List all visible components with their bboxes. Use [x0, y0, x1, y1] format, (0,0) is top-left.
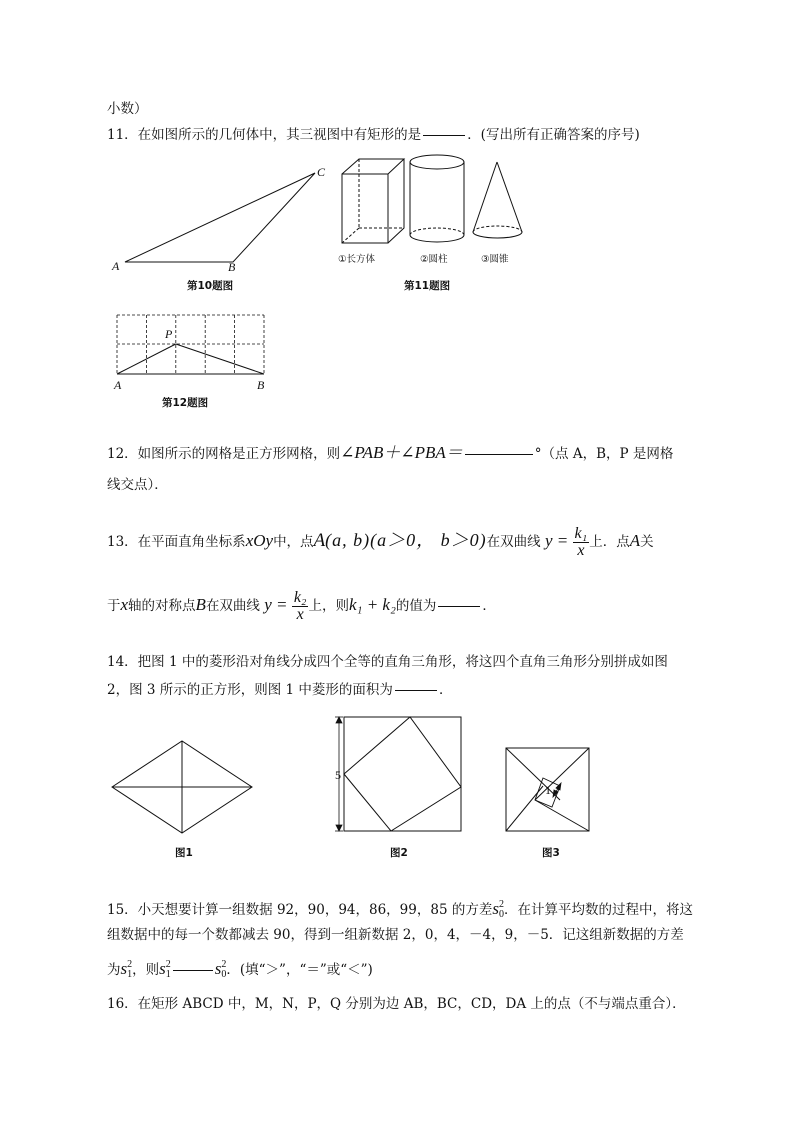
- q14-line-2a: 2，图 3 所示的正方形，则图 1 中菱形的面积为: [107, 682, 393, 698]
- fig14-dim-1: 1: [545, 783, 551, 797]
- fig10-label-c: C: [317, 165, 326, 179]
- s1-sup-2: 2: [165, 959, 171, 971]
- q13-text-h: 在双曲线: [205, 598, 260, 614]
- question-14-line-2: [107, 681, 452, 699]
- answer-blank-14[interactable]: [395, 690, 437, 691]
- figure-10-triangle: [110, 160, 330, 280]
- triangle-abc: [125, 173, 315, 262]
- q13-text-i: 上，则: [308, 598, 349, 614]
- fig12-label-a: A: [114, 378, 122, 392]
- question-15-line-1: [107, 897, 693, 922]
- answer-blank-13[interactable]: [438, 606, 480, 607]
- q16-text: 16．在矩形 ABCD 中，M，N，P，Q 分别为边 AB，BC，CD，DA 上的点（不与端点重合）．: [107, 996, 686, 1012]
- s0-sub: 0: [498, 909, 504, 921]
- cylinder-shape: [410, 155, 464, 242]
- answer-blank-12[interactable]: [465, 454, 533, 455]
- outer-square-2: [344, 717, 461, 831]
- fig11-item-1: ①长方体: [338, 254, 376, 265]
- variance-s1-again: [159, 959, 171, 981]
- fig14-caption-3: 图3: [542, 847, 560, 859]
- question-12: [107, 444, 673, 463]
- q13-point-coords: (a, b)(a＞0， b＞0): [325, 530, 487, 550]
- variance-s1: [120, 959, 133, 981]
- fn1-lhs: y =: [544, 531, 569, 550]
- figure-14-2-square: [330, 712, 470, 837]
- fig10-label-b: B: [228, 260, 236, 274]
- fn1-fraction: [573, 526, 590, 559]
- fig3-segment-1: [506, 748, 560, 800]
- fig14-caption-1: 图1: [175, 847, 193, 859]
- fig11-item-3: ③圆锥: [481, 254, 509, 265]
- fig11-item-2: ②圆柱: [420, 254, 448, 265]
- variance-s0-again: [214, 959, 227, 981]
- q13-text-a: 13．在平面直角坐标系: [107, 534, 246, 550]
- fig10-caption: 第10题图: [187, 280, 234, 292]
- q12-expression: ∠PAB＋∠PBA＝: [340, 443, 463, 462]
- figure-11-solids: [335, 150, 535, 250]
- q13-point-a-2: A: [629, 531, 641, 550]
- q13-text-c: 在双曲线: [486, 534, 541, 550]
- q14-line-2b: ．: [438, 682, 453, 698]
- question-13-line-1: [107, 525, 654, 559]
- answer-blank-11[interactable]: [423, 135, 465, 136]
- fig12-label-p: P: [165, 327, 173, 341]
- fn2-numerator: k₂: [293, 589, 307, 606]
- inner-tilted-square: [344, 717, 461, 831]
- q13-text-f: 于: [107, 598, 121, 614]
- triangle-pab: [117, 344, 264, 374]
- q13-text-j: 的值为: [395, 598, 437, 614]
- q13-text-e: 关: [640, 534, 654, 550]
- q14-line-1: 14．把图 1 中的菱形沿对角线分成四个全等的直角三角形，将这四个直角三角形分别拼成如图: [107, 654, 668, 670]
- q15-line-3a: 为: [107, 962, 121, 978]
- s1-sub-2: 1: [165, 969, 171, 981]
- figure-14-3-square: [503, 745, 603, 845]
- q12-text-a: 12．如图所示的网格是正方形网格，则: [107, 446, 341, 462]
- q13-point-a: A: [313, 530, 326, 551]
- cuboid-shape: [342, 159, 404, 243]
- q11-text-a: 11．在如图所示的几何体中，其三视图中有矩形的是: [107, 127, 422, 143]
- variance-s0: [492, 899, 504, 921]
- grid-lines: [117, 315, 264, 374]
- q13-text-g: 轴的对称点: [128, 598, 196, 614]
- q13-sum-expr: k₁ + k₂: [348, 595, 396, 614]
- q15-line-3b: ，则: [132, 962, 160, 978]
- q13-coord-system: xOy: [245, 531, 274, 550]
- fig11-caption: 第11题图: [404, 280, 451, 292]
- answer-blank-15[interactable]: [173, 970, 213, 971]
- fn1-numerator: k₁: [574, 525, 588, 542]
- fig14-dim-5: 5: [335, 768, 341, 782]
- figure-14-1-rhombus: [108, 738, 268, 848]
- q13-text-b: 中，点: [273, 534, 314, 550]
- q12-text-b: °（点 A，B，P 是网格: [534, 446, 674, 462]
- question-13-line-2: [107, 590, 496, 623]
- q12-text-c: 线交点）．: [107, 477, 168, 493]
- fig3-segment-4: [535, 800, 589, 831]
- fig12-caption: 第12题图: [162, 397, 209, 409]
- q13-text-k: ．: [482, 598, 496, 614]
- q15-line-3c: ．(填“＞”，“＝”或“＜”): [226, 962, 373, 978]
- q11-text-b: ．(写出所有正确答案的序号): [467, 127, 640, 143]
- header-tail: 小数）: [107, 101, 148, 117]
- fn2-fraction: [292, 590, 309, 623]
- fn1-denominator: x: [577, 542, 585, 559]
- fig10-label-a: A: [112, 259, 120, 273]
- q15-line-1b: ．在计算平均数的过程中，将这: [503, 902, 693, 918]
- question-11: [107, 126, 640, 144]
- cone-shape: [473, 162, 522, 238]
- q13-axis: x: [120, 595, 129, 614]
- q15-line-2: 组数据中的每一个数都减去 90，得到一组新数据 2，0，4，－4，9，－5．记这组新数据的方差: [107, 927, 684, 943]
- q13-point-b: B: [195, 595, 206, 614]
- figure-12-grid: [115, 312, 275, 382]
- fn2-lhs: y =: [264, 595, 288, 614]
- fn2-denominator: x: [296, 606, 304, 623]
- fig12-label-b: B: [257, 378, 265, 392]
- s1-symbol-2: s: [159, 959, 166, 978]
- question-15-line-3: [107, 957, 373, 982]
- s0-sup-2: 2: [221, 959, 227, 971]
- s0-sub-2: 0: [221, 969, 227, 981]
- s0-sup: 2: [498, 899, 504, 911]
- s1-sub: 1: [127, 969, 133, 981]
- fig14-caption-2: 图2: [390, 847, 408, 859]
- q15-line-1a: 15．小天想要计算一组数据 92，90，94，86，99，85 的方差: [107, 902, 493, 918]
- s1-sup: 2: [127, 959, 133, 971]
- s0-symbol: s: [492, 899, 499, 918]
- s0-symbol-2: s: [214, 959, 222, 978]
- q13-text-d: 上．点: [589, 534, 630, 550]
- s1-symbol: s: [120, 959, 128, 978]
- fig3-segment-2: [535, 748, 589, 800]
